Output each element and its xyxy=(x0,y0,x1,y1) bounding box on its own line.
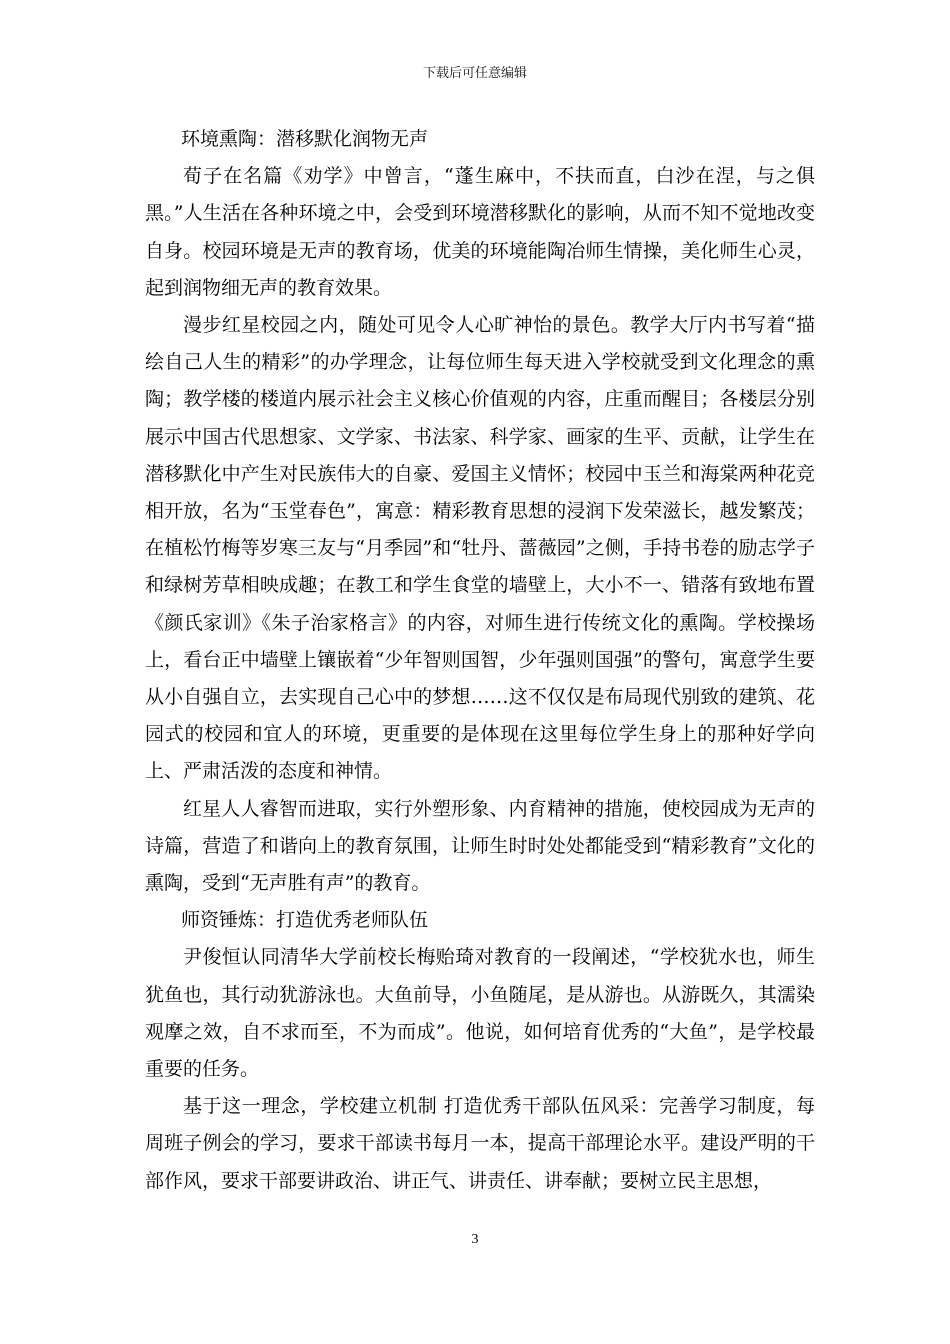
page-number: 3 xyxy=(471,1232,479,1247)
paragraph-silent-poem: 红星人人睿智而进取，实行外塑形象、内育精神的措施，使校园成为无声的诗篇，营造了和谐向上的教育氛围，让师生时时处处都能受到“精彩教育”文化的熏陶，受到“无声胜有声”的教育。 xyxy=(145,797,815,895)
paragraph-cadre-mechanism: 基于这一理念，学校建立机制 打造优秀干部队伍风采：完善学习制度，每周班子例会的学习，要求干部读书每月一本，提高干部理论水平。建设严明的干部作风，要求干部要讲政治、讲正气、讲责任、讲奉献；要树立民主思想， xyxy=(145,1095,815,1192)
page-header: 下载后可任意编辑 xyxy=(422,66,527,81)
section-heading-environment: 环境熏陶：潜移默化润物无声 xyxy=(181,128,429,150)
paragraph-campus-scenery: 漫步红星校园之内，随处可见令人心旷神怡的景色。教学大厅内书写着“描绘自己人生的精彩”的办学理念，让每位师生每天进入学校就受到文化理念的熏陶；教学楼的楼道内展示社会主义核心价值观的内容，庄重而醒目；各楼层分别展示中国古代思想家、文学家、书法家、科学家、画家的生平、贡献，让学生在潜移默化中产生对民族伟大的自豪、爱国主义情怀；校园中玉兰和海棠两种花竞相开放，名为“玉堂春色”，寓意：精彩教育思想的浸润下发荣滋长，越发繁茂；在植松竹梅等岁寒三友与“月季园”和“牡丹、蔷薇园”之侧，手持书卷的励志学子和绿树芳草相映成趣；在教工和学生食堂的墙壁上，大小不一、错落有致地布置《颜氏家训》《朱子治家格言》的内容，对师生进行传统文化的熏陶。学校操场上，看台正中墙壁上镶嵌着“少年智则国智，少年强则国强”的警句，寓意学生要从小自强自立，去实现自己心中的梦想……这不仅仅是布局现代别致的建筑、花园式的校园和宜人的环境，更重要的是体现在这里每位学生身上的那种好学向上、严肃活泼的态度和神情。 xyxy=(145,314,815,783)
document-body xyxy=(145,121,815,1200)
section-heading-teachers: 师资锤炼：打造优秀老师队伍 xyxy=(181,909,429,932)
paragraph-big-fish-quote: 尹俊恒认同清华大学前校长梅贻琦对教育的一段阐述，“学校犹水也，师生犹鱼也，其行动犹游泳也。大鱼前导，小鱼随尾，是从游也。从游既久，其濡染观摩之效，自不求而至，不为而成”。他说，如何培育优秀的“大鱼”，是学校最重要的任务。 xyxy=(145,946,815,1081)
paragraph-xunzi-quote: 荀子在名篇《劝学》中曾言，“蓬生麻中，不扶而直，白沙在涅，与之俱黑。”人生活在各种环境之中，会受到环境潜移默化的影响，从而不知不觉地改变自身。校园环境是无声的教育场，优美的环境能陶冶师生情操，美化师生心灵，起到润物细无声的教育效果。 xyxy=(145,165,815,299)
